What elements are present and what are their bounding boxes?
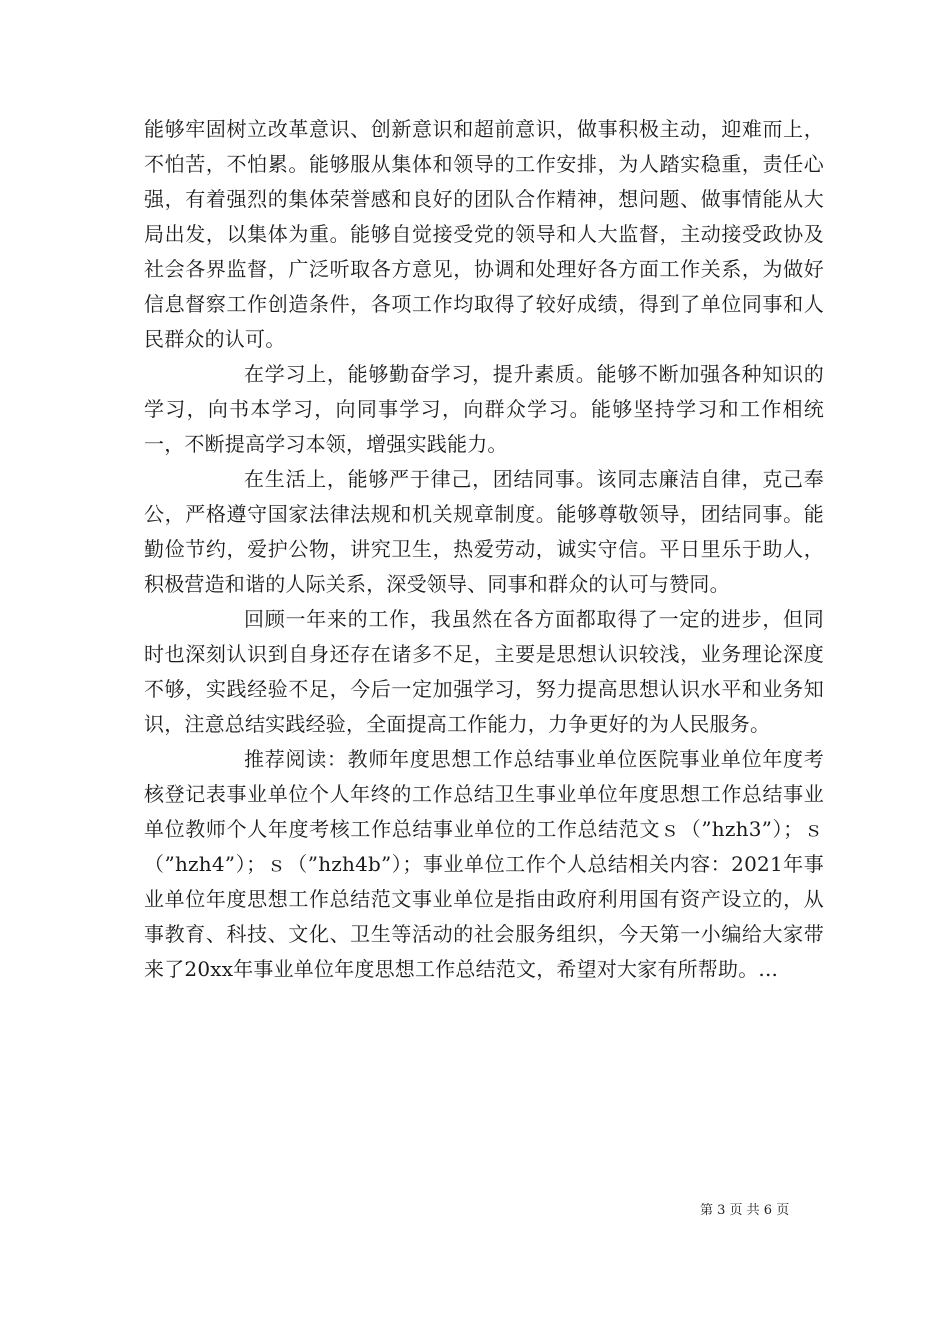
paragraph-recommended-reading: 推荐阅读：教师年度思想工作总结事业单位医院事业单位年度考核登记表事业单位个人年终的工作总结卫生事业单位年度思想工作总结事业单位教师个人年度考核工作总结事业单位的工作总结范文ｓ（”hzh3”）；ｓ（”hzh4”）；ｓ（”hzh4b”）；事业单位工作个人总结相关内容：2021年事业单位年度思想工作总结范文事业单位是指由政府利用国有资产设立的，从事教育、科技、文化、卫生等活动的社会服务组织，今天第一小编给大家带来了20xx年事业单位年度思想工作总结范文，希望对大家有所帮助。...	[144, 747, 824, 981]
paragraph-review: 回顾一年来的工作，我虽然在各方面都取得了一定的进步，但同时也深刻认识到自身还存在诸多不足，主要是思想认识较浅，业务理论深度不够，实践经验不足，今后一定加强学习，努力提高思想认识水平和业务知识，注意总结实践经验，全面提高工作能力，力争更好的为人民服务。	[144, 607, 824, 736]
paragraph-continuation: 能够牢固树立改革意识、创新意识和超前意识，做事积极主动，迎难而上，不怕苦，不怕累。能够服从集体和领导的工作安排，为人踏实稳重，责任心强，有着强烈的集体荣誉感和良好的团队合作精神，想问题、做事情能从大局出发，以集体为重。能够自觉接受党的领导和人大监督，主动接受政协及社会各界监督，广泛听取各方意见，协调和处理好各方面工作关系，为做好信息督察工作创造条件，各项工作均取得了较好成绩，得到了单位同事和人民群众的认可。	[144, 117, 824, 351]
paragraph-life: 在生活上，能够严于律己，团结同事。该同志廉洁自律，克己奉公，严格遵守国家法律法规和机关规章制度。能够尊敬领导，团结同事。能勤俭节约，爱护公物，讲究卫生，热爱劳动，诚实守信。平日里乐于助人，积极营造和谐的人际关系，深受领导、同事和群众的认可与赞同。	[144, 467, 824, 596]
page-number-footer: 第 3 页 共 6 页	[700, 1203, 790, 1218]
body-text	[144, 112, 824, 987]
paragraph-study: 在学习上，能够勤奋学习，提升素质。能够不断加强各种知识的学习，向书本学习，向同事学习，向群众学习。能够坚持学习和工作相统一，不断提高学习本领，增强实践能力。	[144, 362, 824, 456]
